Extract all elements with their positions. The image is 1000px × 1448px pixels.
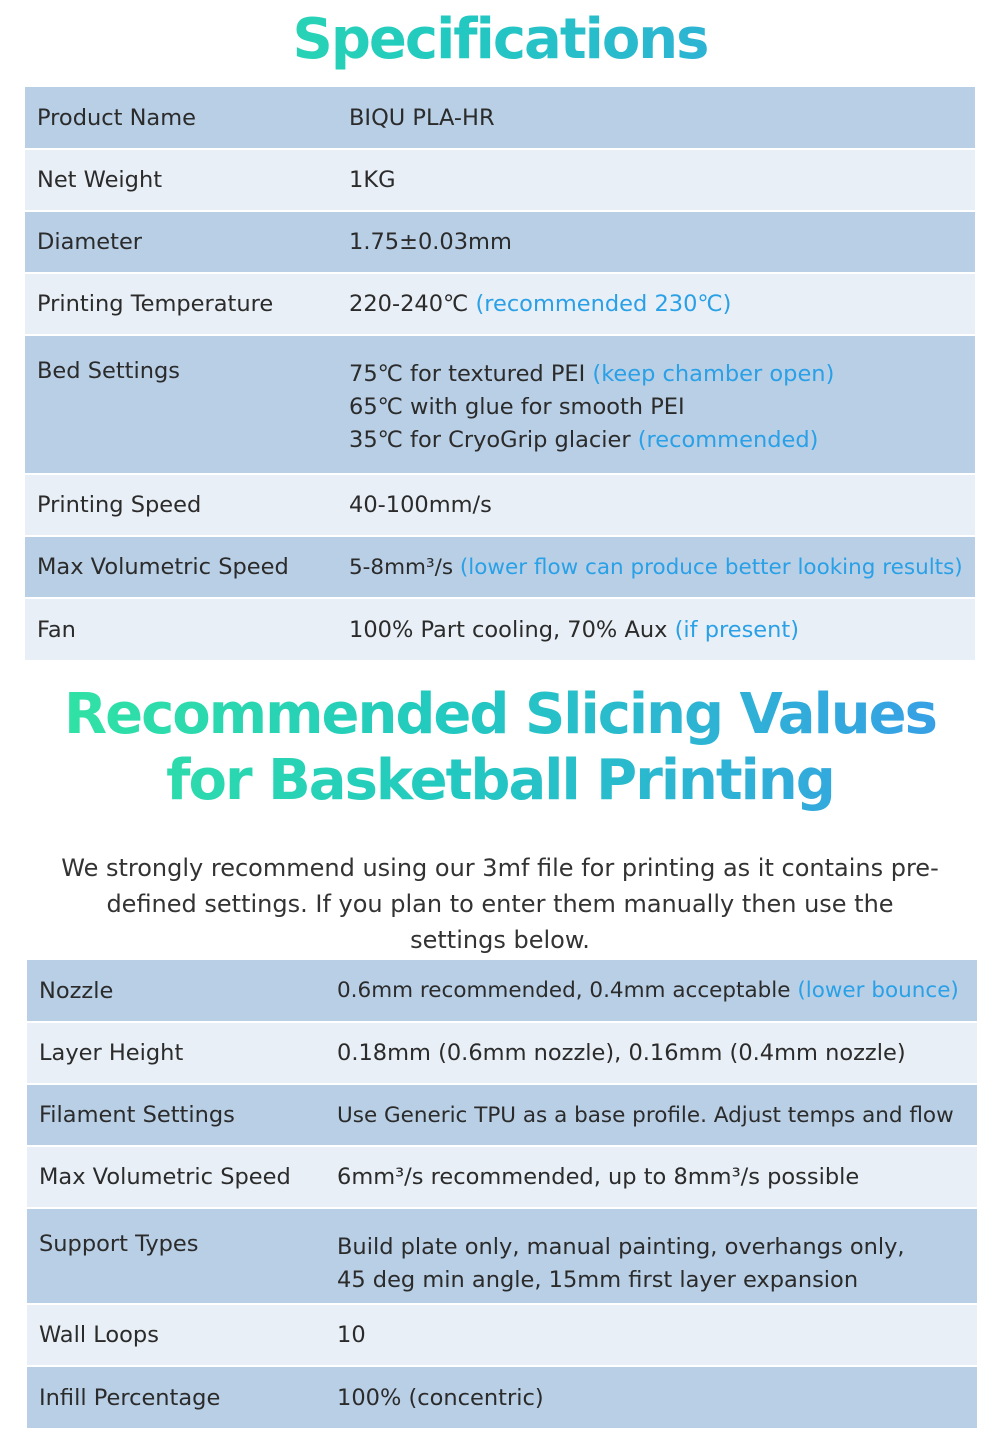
slicing-label: Wall Loops xyxy=(27,1304,325,1366)
slicing-title-line: for Basketball Printing xyxy=(166,748,834,813)
slicing-table xyxy=(27,960,977,1428)
spec-label: Bed Settings xyxy=(25,335,337,474)
spec-note: (recommended) xyxy=(637,427,819,453)
slicing-label: Support Types xyxy=(27,1208,325,1304)
spec-note: (recommended 230℃) xyxy=(475,291,732,317)
slicing-value-line: 45 deg min angle, 15mm first layer expansion xyxy=(337,1267,859,1293)
spec-value-line xyxy=(349,391,975,424)
slicing-label: Nozzle xyxy=(27,960,325,1022)
spec-label: Fan xyxy=(25,598,337,660)
spec-value-text: 100% Part cooling, 70% Aux xyxy=(349,616,668,643)
slicing-title xyxy=(0,682,1000,814)
table-row xyxy=(25,536,975,598)
spec-value: 40-100mm/s xyxy=(337,474,975,536)
specifications-title: Specifications xyxy=(0,0,1000,80)
spec-value: BIQU PLA-HR xyxy=(337,87,975,149)
spec-value-text: 65℃ with glue for smooth PEI xyxy=(349,394,685,420)
spec-label: Max Volumetric Speed xyxy=(25,536,337,598)
spec-note: (lower flow can produce better looking results) xyxy=(459,554,963,580)
table-row xyxy=(27,1304,977,1366)
spec-value xyxy=(337,335,975,474)
slicing-label: Filament Settings xyxy=(27,1084,325,1146)
table-row xyxy=(27,1366,977,1428)
spec-value-text: 75℃ for textured PEI xyxy=(349,361,586,387)
slicing-note: (lower bounce) xyxy=(797,978,959,1003)
slicing-label: Infill Percentage xyxy=(27,1366,325,1428)
table-row xyxy=(25,598,975,660)
slicing-value: Use Generic TPU as a base profile. Adjust temps and flow xyxy=(325,1084,977,1146)
slicing-value: 10 xyxy=(325,1304,977,1366)
slicing-value: 100% (concentric) xyxy=(325,1366,977,1428)
slicing-value: 6mm³/s recommended, up to 8mm³/s possible xyxy=(325,1146,977,1208)
intro-paragraph: We strongly recommend using our 3mf file for printing as it contains pre-defined settings. If you plan to enter them manually then use the settings below. xyxy=(61,854,939,954)
spec-value xyxy=(337,536,975,598)
spec-label: Printing Temperature xyxy=(25,273,337,335)
slicing-title-line: Recommended Slicing Values xyxy=(64,682,936,747)
slicing-value: 0.18mm (0.6mm nozzle), 0.16mm (0.4mm nozzle) xyxy=(325,1022,977,1084)
table-row xyxy=(27,960,977,1022)
slicing-value-text: 0.6mm recommended, 0.4mm acceptable xyxy=(337,978,791,1003)
spec-value-line xyxy=(349,358,975,391)
table-row xyxy=(25,211,975,273)
slicing-label: Max Volumetric Speed xyxy=(27,1146,325,1208)
specifications-table xyxy=(25,87,975,660)
spec-value-line xyxy=(349,424,975,457)
slicing-value-line: Build plate only, manual painting, overhangs only, xyxy=(337,1234,905,1260)
spec-label: Diameter xyxy=(25,211,337,273)
spec-value xyxy=(337,273,975,335)
table-row xyxy=(25,474,975,536)
spec-value-text: 5-8mm³/s xyxy=(349,554,454,580)
spec-note: (keep chamber open) xyxy=(592,361,835,387)
spec-value: 1.75±0.03mm xyxy=(337,211,975,273)
spec-value-text: 35℃ for CryoGrip glacier xyxy=(349,427,631,453)
table-row xyxy=(25,273,975,335)
spec-value-text: 220-240℃ xyxy=(349,291,469,317)
table-row xyxy=(25,87,975,149)
table-row xyxy=(27,1022,977,1084)
spec-note: (if present) xyxy=(674,616,800,643)
spec-label: Printing Speed xyxy=(25,474,337,536)
table-row xyxy=(25,335,975,474)
spec-value xyxy=(337,598,975,660)
table-row xyxy=(27,1084,977,1146)
spec-label: Product Name xyxy=(25,87,337,149)
spec-value: 1KG xyxy=(337,149,975,211)
slicing-value xyxy=(325,960,977,1022)
slicing-label: Layer Height xyxy=(27,1022,325,1084)
spec-label: Net Weight xyxy=(25,149,337,211)
slicing-value xyxy=(325,1208,977,1304)
table-row xyxy=(25,149,975,211)
table-row xyxy=(27,1146,977,1208)
table-row xyxy=(27,1208,977,1304)
